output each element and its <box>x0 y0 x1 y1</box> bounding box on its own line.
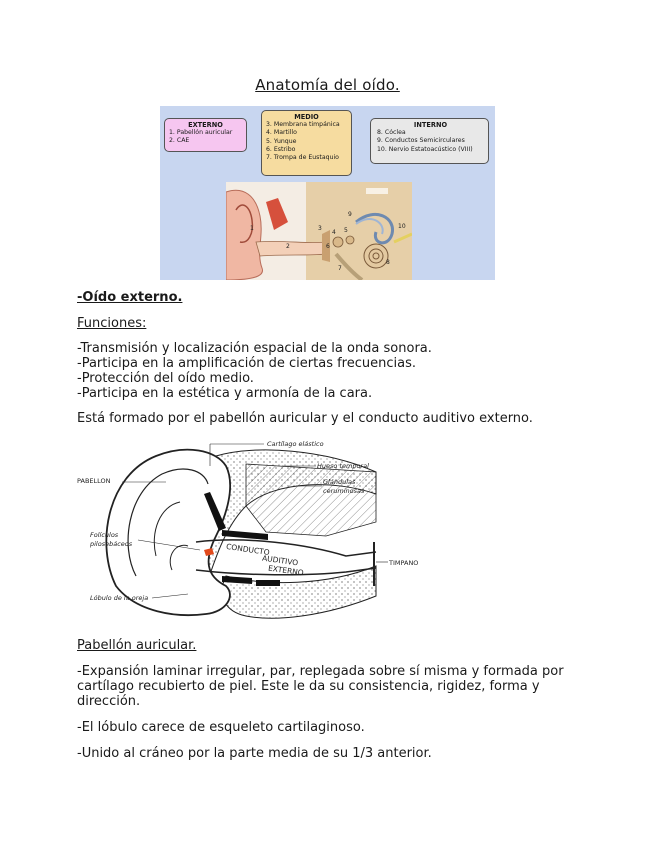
ear-number-label: 1 <box>250 225 254 232</box>
funciones-subheading: Funciones: <box>77 316 147 331</box>
ear-number-label: 2 <box>286 243 290 250</box>
label-glandulas-2: ceruminosas <box>323 487 365 495</box>
paragraph: -El lóbulo carece de esqueleto cartilaginoso. <box>77 720 365 735</box>
externo-item: 1. Pabellón auricular <box>169 129 233 137</box>
medio-item: 3. Membrana timpánica <box>266 121 340 129</box>
medio-item: 4. Martillo <box>266 129 297 137</box>
medio-item: 6. Estribo <box>266 145 296 153</box>
externo-item: 2. CAE <box>169 137 190 145</box>
ear-number-label: 3 <box>318 225 322 232</box>
label-glandulas: Glándulas <box>323 478 356 486</box>
medio-box <box>261 110 352 176</box>
ear-number-label: 8 <box>386 259 390 266</box>
label-lobulo: Lóbulo de la oreja <box>90 594 149 602</box>
ear-number-label: 4 <box>332 229 336 236</box>
ear-cross-section-illustration <box>226 182 412 280</box>
ear-number-label: 6 <box>326 243 330 250</box>
label-foliculos: Folículos <box>90 531 119 539</box>
interno-box <box>370 118 489 164</box>
page-title: Anatomía del oído. <box>255 76 400 94</box>
medio-item: 7. Trompa de Eustaquio <box>266 154 339 162</box>
interno-item: 10. Nervio Estatoacústico (VIII) <box>377 145 473 153</box>
ear-anatomy-figure <box>160 106 495 280</box>
paragraph: -Unido al cráneo por la parte media de su 1/3 anterior. <box>77 746 432 761</box>
function-item: -Participa en la estética y armonía de la cara. <box>77 386 373 401</box>
medio-item: 5. Yunque <box>266 137 297 145</box>
label-auditivo: AUDITIVO <box>261 553 299 568</box>
ear-number-label: 7 <box>338 265 342 272</box>
label-foliculos-2: pilosebáceos <box>90 540 133 548</box>
interno-header: INTERNO <box>413 121 448 129</box>
label-cartilago: Cartílago elástico <box>267 440 324 448</box>
interno-item: 9. Conductos Semicirculares <box>377 137 465 145</box>
formed-by-text: Está formado por el pabellón auricular y el conducto auditivo externo. <box>77 411 533 426</box>
paragraph: -Expansión laminar irregular, par, replegada sobre sí misma y formada por cartílago recubierto de piel. Este le da su consistencia, rigidez, forma y dirección. <box>77 664 564 709</box>
ear-number-label: 10 <box>398 223 406 230</box>
function-item: -Participa en la amplificación de ciertas frecuencias. <box>77 356 416 371</box>
label-conducto: CONDUCTO <box>225 541 271 558</box>
label-hueso: Hueso temporal <box>317 462 369 470</box>
function-item: -Protección del oído medio. <box>77 371 254 386</box>
interno-item: 8. Cóclea <box>377 129 406 137</box>
label-pabellon: PABELLON <box>77 477 111 485</box>
ear-number-label: 9 <box>348 211 352 218</box>
section-heading-oido-externo: -Oído externo. <box>77 290 183 305</box>
medio-header: MEDIO <box>294 113 319 121</box>
pabellon-subheading: Pabellón auricular. <box>77 638 197 653</box>
externo-header: EXTERNO <box>188 121 223 129</box>
externo-box <box>164 118 247 152</box>
ear-number-label: 5 <box>344 227 348 234</box>
label-timpano: TIMPANO <box>389 559 419 567</box>
label-externo: EXTERNO <box>267 563 305 578</box>
function-item: -Transmisión y localización espacial de la onda sonora. <box>77 341 432 356</box>
